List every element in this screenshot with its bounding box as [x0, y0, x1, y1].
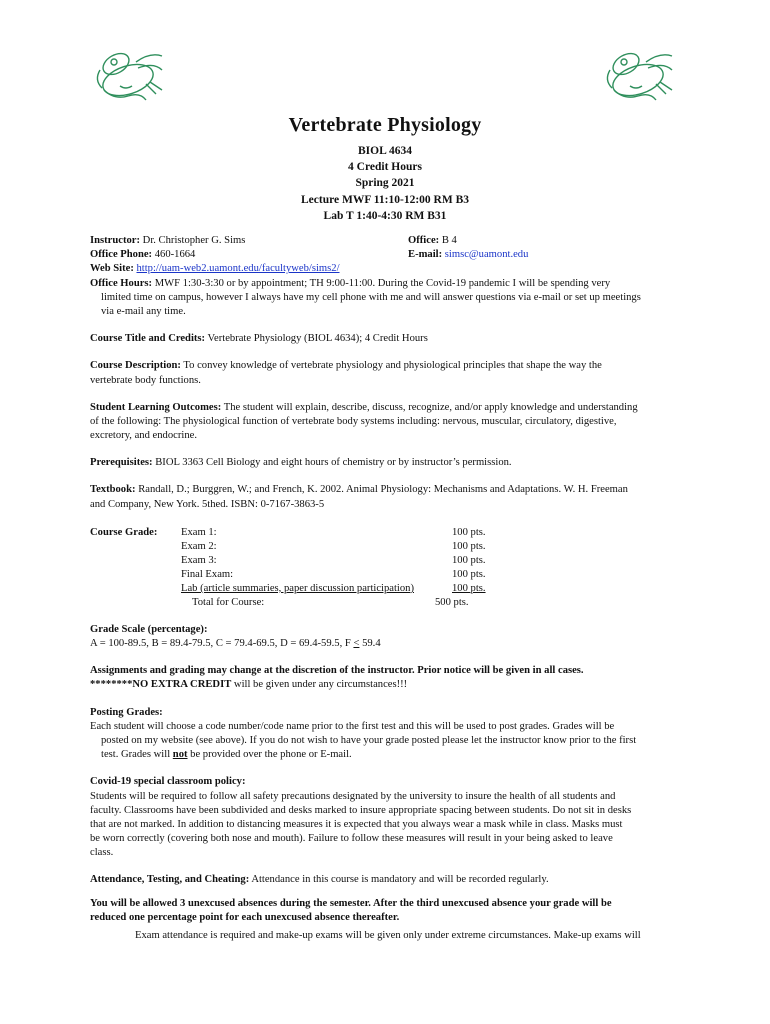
grade-item-name: Exam 3: — [181, 554, 217, 566]
covid-line-3: that are not marked. In addition to distancing measures it is expected that you always wear a mask while in class. Masks must — [90, 818, 623, 830]
website-link[interactable]: http://uam-web2.uamont.edu/facultyweb/sims2/ — [136, 263, 340, 275]
office-cell — [408, 234, 457, 248]
grade-total-points: 500 pts. — [435, 596, 469, 608]
syllabus-body — [90, 234, 690, 943]
covid-line-4: be worn correctly (covering both nose and mouth). Failure to follow these measures will result in your being asked to leave — [90, 833, 613, 845]
course-title-credits — [90, 332, 690, 346]
covid-policy — [90, 775, 690, 860]
posting-not: not — [172, 749, 188, 761]
course-description — [90, 359, 690, 387]
outcomes-line-2: of the following: The physiological function of vertebrate body systems including: nervous, muscular, circulatory, digestive, — [90, 415, 617, 427]
course-grade-label: Course Grade: — [90, 526, 158, 538]
website-label: Web Site: — [90, 263, 134, 275]
lte-symbol: < — [353, 638, 360, 650]
course-title: Vertebrate Physiology — [288, 114, 482, 136]
grade-item-name: Lab (article summaries, paper discussion participation) — [181, 582, 414, 594]
phone-row — [90, 248, 690, 262]
textbook-line-1: Randall, D.; Burggren, W.; and French, K. 2002. Animal Physiology: Mechanisms and Adaptations. W. H. Freeman — [138, 484, 628, 496]
outcomes-row-1 — [90, 401, 690, 415]
lecture-schedule: Lecture MWF 11:10-12:00 RM B3 — [301, 193, 469, 206]
office-hours-line-1: MWF 1:30-3:30 or by appointment; TH 9:00-11:00. During the Covid-19 pandemic I will be spending very — [154, 277, 611, 289]
posting-line-3a: test. Grades will — [101, 749, 173, 761]
office-hours-line-3: via e-mail any time. — [101, 305, 186, 317]
course-number: BIOL 4634 — [357, 145, 412, 157]
description-row-1 — [90, 359, 690, 373]
description-line-1: To convey knowledge of vertebrate physiology and physiological principles that shape the way the — [183, 360, 602, 372]
no-extra-credit-bold: ********NO EXTRA CREDIT — [90, 679, 232, 691]
term: Spring 2021 — [355, 177, 415, 190]
website-row — [90, 262, 690, 276]
posting-grades — [90, 706, 690, 763]
grade-scale-prefix: A = 100-89.5, B = 89.4-79.5, C = 79.4-69.5, D = 69.4-59.5, F — [90, 638, 354, 650]
email-link[interactable]: simsc@uamont.edu — [444, 249, 529, 261]
covid-line-2: faculty. Classrooms have been subdivided and desks marked to insure appropriate spacing between students. Do not sit in desks — [90, 804, 632, 816]
grade-scale — [90, 623, 690, 651]
learning-outcomes — [90, 401, 690, 444]
title-credits-text: Vertebrate Physiology (BIOL 4634); 4 Credit Hours — [207, 333, 428, 345]
instructor-label: Instructor: — [90, 235, 141, 246]
grade-item-name: Exam 1: — [181, 526, 217, 538]
covid-line-5: class. — [90, 847, 114, 859]
assignments-notice: Assignments and grading may change at the discretion of the instructor. Prior notice will be given in all cases. — [90, 665, 584, 677]
grade-scale-text — [90, 637, 690, 651]
outcomes-label: Student Learning Outcomes: — [90, 401, 222, 413]
phone-label: Office Phone: — [90, 249, 153, 261]
syllabus-header — [0, 114, 770, 224]
hornet-logo-right — [596, 40, 682, 110]
email-cell — [408, 248, 528, 262]
office-hours-line-2: limited time on campus, however I always have my cell phone with me and will answer questions via e-mail or set up meetings — [101, 291, 641, 303]
grade-item-points: 100 pts. — [452, 540, 486, 552]
textbook-row-1 — [90, 483, 690, 497]
instructor-value: Dr. Christopher G. Sims — [142, 235, 246, 246]
textbook-line-2: and Company, New York. 5thed. ISBN: 0-7167-3863-5 — [90, 498, 325, 510]
attendance-text: Attendance in this course is mandatory and will be recorded regularly. — [251, 874, 549, 886]
no-extra-credit-rest: will be given under any circumstances!!! — [231, 679, 408, 691]
absences-line-1: You will be allowed 3 unexcused absences during the semester. After the third unexcused absence your grade will be — [90, 897, 612, 909]
title-credits-label: Course Title and Credits: — [90, 333, 206, 345]
grade-item-name: Exam 2: — [181, 540, 217, 552]
lab-schedule: Lab T 1:40-4:30 RM B31 — [323, 209, 447, 222]
covid-label: Covid-19 special classroom policy: — [90, 776, 246, 788]
grading-policy — [90, 664, 690, 692]
credit-hours: 4 Credit Hours — [348, 161, 422, 174]
outcomes-line-1: The student will explain, describe, discuss, recognize, and/or apply knowledge and understanding — [223, 401, 638, 413]
grade-scale-label: Grade Scale (percentage): — [90, 623, 208, 635]
office-value: B 4 — [441, 235, 457, 246]
covid-line-1: Students will be required to follow all safety precautions designated by the university to insure the health of all students and — [90, 790, 616, 802]
attendance-label: Attendance, Testing, and Cheating: — [90, 874, 250, 886]
grade-scale-suffix: 59.4 — [359, 638, 381, 650]
phone-value: 460-1664 — [154, 249, 196, 261]
prerequisites — [90, 456, 690, 470]
exam-attendance: Exam attendance is required and make-up exams will be given only under extreme circumstances. Make-up exams will — [135, 930, 641, 942]
posting-line-3 — [90, 748, 690, 762]
posting-line-3b: be provided over the phone or E-mail. — [187, 749, 352, 761]
posting-line-1: Each student will choose a code number/code name prior to the first test and this will be used to post grades. Grades will be — [90, 720, 615, 732]
prereq-label: Prerequisites: — [90, 457, 153, 469]
posting-label: Posting Grades: — [90, 706, 163, 718]
attendance-policy — [90, 873, 690, 887]
description-label: Course Description: — [90, 360, 181, 372]
grade-total-label: Total for Course: — [192, 596, 265, 608]
no-extra-credit — [90, 678, 690, 692]
office-hours-label: Office Hours: — [90, 277, 153, 289]
grade-item-points: 100 pts. — [452, 568, 486, 580]
textbook — [90, 483, 690, 511]
description-line-2: vertebrate body functions. — [90, 374, 201, 386]
course-grade-table — [90, 526, 690, 610]
office-hours-row — [90, 277, 690, 291]
hornet-logo-left — [86, 40, 172, 110]
office-label: Office: — [408, 235, 440, 246]
grade-item-points: 100 pts. — [452, 554, 486, 566]
email-label: E-mail: — [408, 249, 443, 261]
absences-line-2: reduced one percentage point for each unexcused absence thereafter. — [90, 911, 400, 923]
grade-item-points: 100 pts. — [452, 526, 486, 538]
prereq-text: BIOL 3363 Cell Biology and eight hours of chemistry or by instructor’s permission. — [155, 457, 512, 469]
grade-item-points: 100 pts. — [452, 582, 486, 594]
grade-item-name: Final Exam: — [181, 568, 234, 580]
textbook-label: Textbook: — [90, 484, 136, 496]
instructor-row — [90, 234, 690, 248]
absences-policy — [90, 897, 690, 925]
posting-line-2: posted on my website (see above). If you do not wish to have your grade posted please let the instructor know prior to the first — [101, 734, 637, 746]
outcomes-line-3: excretory, and endocrine. — [90, 430, 197, 442]
